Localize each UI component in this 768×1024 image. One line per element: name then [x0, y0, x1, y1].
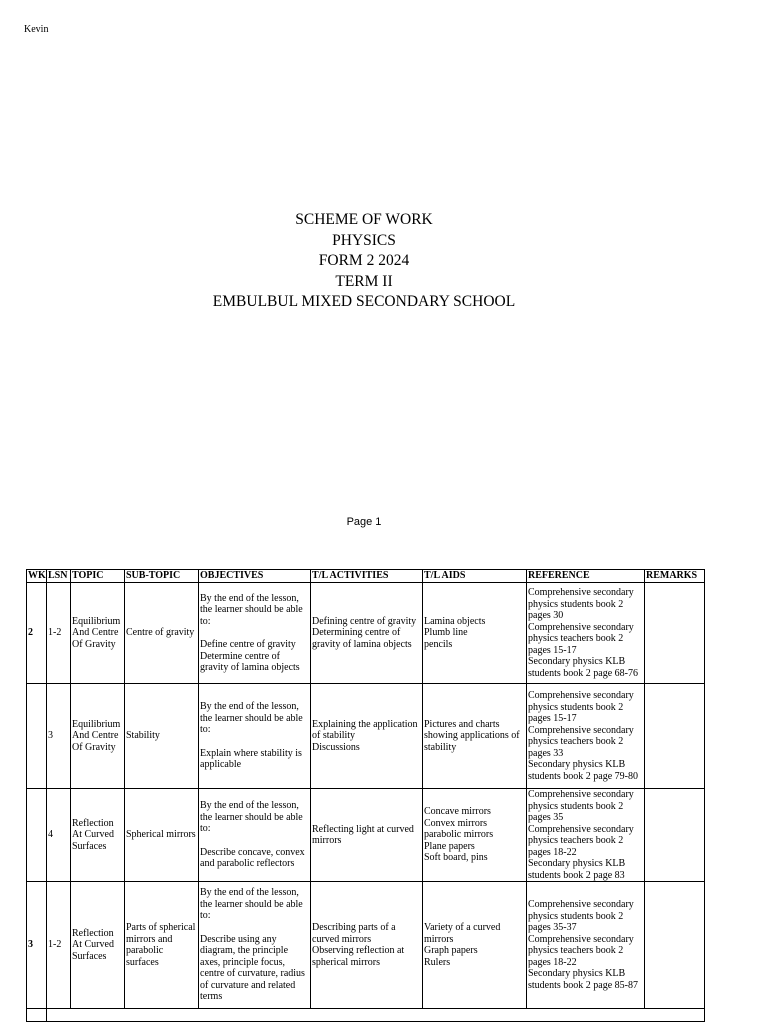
title-line-subject: PHYSICS: [332, 231, 396, 249]
aids-cell: Pictures and charts showing applications of stability: [423, 684, 527, 789]
topic-cell: Equilibrium And Centre Of Gravity: [71, 583, 125, 684]
week-cell: [27, 684, 47, 789]
table-row: [27, 684, 705, 789]
objectives-intro: By the end of the lesson, the learner should be able to:: [200, 800, 303, 835]
topic-cell: Equilibrium And Centre Of Gravity: [71, 684, 125, 789]
subtopic-cell: Stability: [125, 684, 199, 789]
reference-cell: Comprehensive secondary physics students book 2 pages 35-37 Comprehensive secondary physics teachers book 2 pages 18-22 Secondary physics KLB students book 2 page 85-87: [527, 882, 645, 1009]
header-subtopic: SUB-TOPIC: [125, 570, 199, 583]
table-row: [27, 789, 705, 882]
remarks-cell: [645, 789, 705, 882]
week-cell: [27, 1009, 47, 1022]
reference-cell: Comprehensive secondary physics students book 2 pages 35 Comprehensive secondary physics teachers book 2 pages 18-22 Secondary physics KLB students book 2 page 83: [527, 789, 645, 882]
document-title: [0, 210, 728, 313]
header-aids: T/L AIDS: [423, 570, 527, 583]
aids-cell: Variety of a curved mirrors Graph papers Rulers: [423, 882, 527, 1009]
remarks-cell: [645, 684, 705, 789]
objectives-text: Describe using any diagram, the principle axes, principle focus, centre of curvature, radius of curvature and related terms: [200, 933, 305, 1003]
subtopic-cell: Parts of spherical mirrors and parabolic surfaces: [125, 882, 199, 1009]
subtopic-cell: Centre of gravity: [125, 583, 199, 684]
subtopic-cell: Spherical mirrors: [125, 789, 199, 882]
title-line-term: TERM II: [335, 272, 393, 290]
lesson-cell: 1-2: [47, 583, 71, 684]
header-wk: WK: [28, 570, 46, 582]
objectives-cell: [199, 789, 311, 882]
objectives-cell: [199, 882, 311, 1009]
title-line-form: FORM 2 2024: [318, 252, 410, 269]
week-cell: 2: [27, 583, 47, 684]
activities-cell: Explaining the application of stability Discussions: [311, 684, 423, 789]
table-row: [27, 882, 705, 1009]
objectives-cell: [199, 684, 311, 789]
objectives-text: Describe concave, convex and parabolic reflectors: [200, 846, 305, 870]
table-row-continued: [27, 1009, 705, 1022]
lesson-cell: 4: [47, 789, 71, 882]
title-line-scheme: SCHEME OF WORK: [295, 211, 433, 228]
objectives-intro: By the end of the lesson, the learner should be able to:: [200, 592, 303, 627]
activities-cell: Defining centre of gravity Determining centre of gravity of lamina objects: [311, 583, 423, 684]
aids-cell: Lamina objects Plumb line pencils: [423, 583, 527, 684]
header-lsn: LSN: [47, 570, 71, 583]
header-remarks: REMARKS: [645, 570, 705, 583]
scheme-table: [26, 569, 705, 1022]
lesson-cell: 1-2: [47, 882, 71, 1009]
author-name: Kevin: [24, 24, 49, 35]
title-line-school: EMBULBUL MIXED SECONDARY SCHOOL: [212, 293, 516, 310]
objectives-intro: By the end of the lesson, the learner should be able to:: [200, 701, 303, 736]
week-cell: [27, 789, 47, 882]
table-header-row: [27, 570, 705, 583]
objectives-cell: [199, 583, 311, 684]
activities-cell: Describing parts of a curved mirrors Observing reflection at spherical mirrors: [311, 882, 423, 1009]
header-activities: T/L ACTIVITIES: [311, 570, 423, 583]
header-reference: REFERENCE: [527, 570, 645, 583]
page-number: Page 1: [346, 516, 382, 528]
activities-cell: Reflecting light at curved mirrors: [311, 789, 423, 882]
reference-cell: Comprehensive secondary physics students book 2 pages 30 Comprehensive secondary physics teachers book 2 pages 15-17 Secondary physics KLB students book 2 page 68-76: [527, 583, 645, 684]
lesson-cell: 3: [47, 684, 71, 789]
continued-row-cell: [47, 1009, 705, 1022]
reference-cell: Comprehensive secondary physics students book 2 pages 15-17 Comprehensive secondary physics teachers book 2 pages 33 Secondary physics KLB students book 2 page 79-80: [527, 684, 645, 789]
table-row: [27, 583, 705, 684]
topic-cell: Reflection At Curved Surfaces: [71, 789, 125, 882]
topic-cell: Reflection At Curved Surfaces: [71, 882, 125, 1009]
week-cell: 3: [27, 882, 47, 1009]
aids-cell: Concave mirrors Convex mirrors parabolic mirrors Plane papers Soft board, pins: [423, 789, 527, 882]
header-topic: TOPIC: [71, 570, 125, 583]
objectives-text: Explain where stability is applicable: [200, 747, 302, 771]
header-objectives: OBJECTIVES: [199, 570, 311, 583]
objectives-text: Define centre of gravity Determine centre of gravity of lamina objects: [200, 639, 300, 673]
remarks-cell: [645, 583, 705, 684]
objectives-intro: By the end of the lesson, the learner should be able to:: [200, 887, 303, 922]
remarks-cell: [645, 882, 705, 1009]
